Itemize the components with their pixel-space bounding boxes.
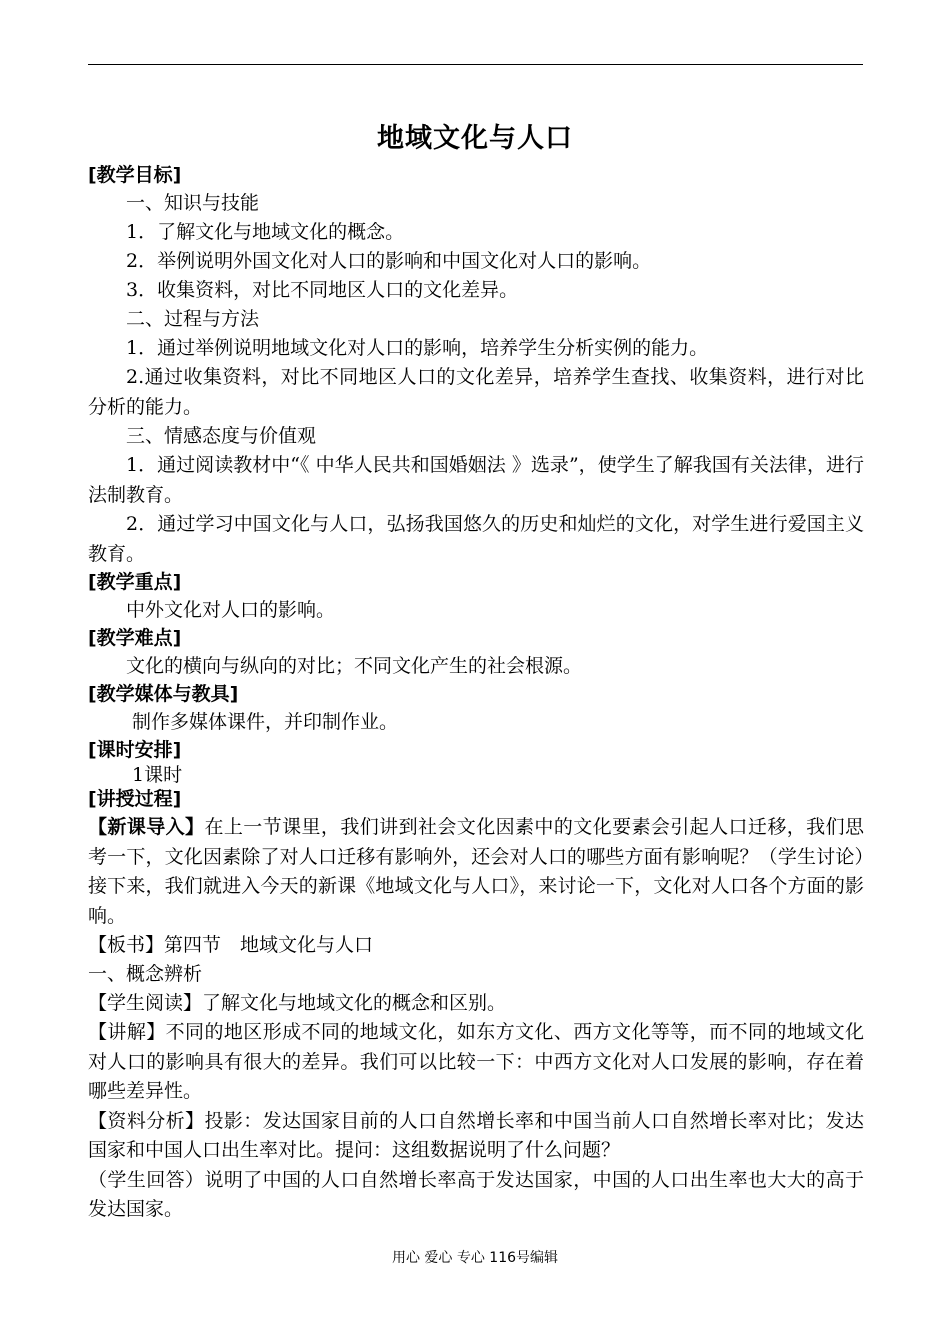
key-points-text: 中外文化对人口的影响。 <box>126 599 336 621</box>
intro-text: 在上一节课里，我们讲到社会文化因素中的文化要素会引起人口迁移，我们思考一下，文化因素除了对人口迁移有影响外，还会对人口的哪些方面有影响呢？（学生讨论）接下来，我们就进入今天的新课《地域文化与人口》，来讨论一下，文化对人口各个方面的影响。 <box>88 816 864 927</box>
lecture-text: 不同的地区形成不同的地域文化，如东方文化、西方文化等等，而不同的地域文化对人口的影响具有很大的差异。我们可以比较一下：中西方文化对人口发展的影响，存在着哪些差异性。 <box>88 1021 864 1102</box>
difficulties-text: 文化的横向与纵向的对比；不同文化产生的社会根源。 <box>126 655 583 677</box>
schedule-heading: [课时安排] <box>88 739 182 761</box>
lecture-paragraph <box>88 1018 864 1107</box>
reading-line <box>88 989 864 1018</box>
reading-tag: 【学生阅读】 <box>88 992 203 1014</box>
board-text: 第四节 地域文化与人口 <box>164 934 374 956</box>
data-text: 投影：发达国家目前的人口自然增长率和中国当前人口自然增长率对比；发达国家和中国人口出生率对比。提问：这组数据说明了什么问题？ <box>88 1109 864 1161</box>
process-heading: [讲授过程] <box>88 788 182 810</box>
objectives-section1-title: 一、知识与技能 <box>126 192 260 214</box>
media-heading: [教学媒体与教具] <box>88 683 239 705</box>
board-tag: 【板书】 <box>88 934 165 956</box>
objectives-section2-item: 1．通过举例说明地域文化对人口的影响，培养学生分析实例的能力。 <box>126 337 709 359</box>
objectives-section3-item: 1．通过阅读教材中“《 中华人民共和国婚姻法 》选录”，使学生了解我国有关法律，进行法制教育。 <box>88 454 864 506</box>
objectives-section2-item: 2.通过收集资料，对比不同地区人口的文化差异，培养学生查找、收集资料，进行对比分析的能力。 <box>88 366 864 418</box>
schedule-text: 1课时 <box>132 764 183 786</box>
reading-text: 了解文化与地域文化的概念和区别。 <box>202 992 507 1014</box>
lecture-tag: 【讲解】 <box>88 1021 166 1043</box>
objectives-section1-item: 2．举例说明外国文化对人口的影响和中国文化对人口的影响。 <box>126 250 652 272</box>
intro-tag: 【新课导入】 <box>88 816 205 838</box>
objectives-section1-item: 1．了解文化与地域文化的概念。 <box>126 221 405 243</box>
page-footer: 用心 爱心 专心 116号编辑 <box>391 1250 559 1266</box>
objectives-section2-title: 二、过程与方法 <box>126 308 260 330</box>
document-body <box>88 162 864 1225</box>
page-title: 地域文化与人口 <box>377 123 573 154</box>
objectives-heading: [教学目标] <box>88 164 182 186</box>
concept-title: 一、概念辨析 <box>88 963 203 985</box>
student-answer-paragraph: （学生回答）说明了中国的人口自然增长率高于发达国家，中国的人口出生率也大大的高于发达国家。 <box>88 1168 864 1220</box>
board-line <box>88 931 864 960</box>
data-analysis-paragraph <box>88 1107 864 1166</box>
objectives-section3-item: 2．通过学习中国文化与人口，弘扬我国悠久的历史和灿烂的文化，对学生进行爱国主义教育。 <box>88 513 864 565</box>
objectives-section1-item: 3．收集资料，对比不同地区人口的文化差异。 <box>126 279 519 301</box>
difficulties-heading: [教学难点] <box>88 627 182 649</box>
header-rule <box>88 64 863 65</box>
objectives-section3-title: 三、情感态度与价值观 <box>126 425 317 447</box>
media-text: 制作多媒体课件，并印制作业。 <box>132 711 399 733</box>
key-points-heading: [教学重点] <box>88 571 182 593</box>
data-tag: 【资料分析】 <box>88 1109 205 1132</box>
intro-paragraph <box>88 813 864 931</box>
